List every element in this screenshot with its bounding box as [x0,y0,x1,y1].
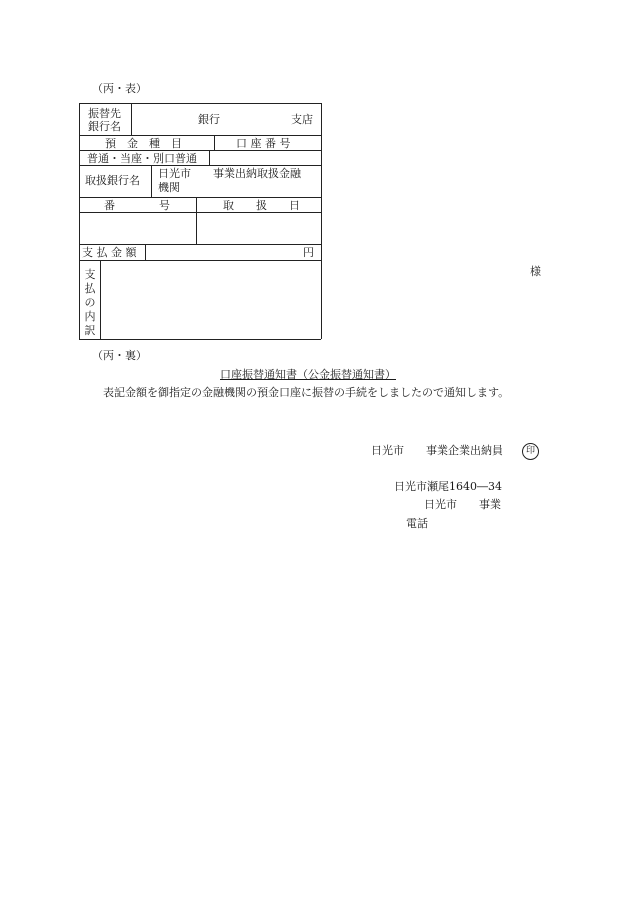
bank-name-header: 振替先 銀行名 [88,107,121,133]
deposit-type-options: 普通・当座・別口普通 [87,152,197,165]
deposit-type-header: 預 金 種 目 [105,137,182,150]
divider-bank-label [131,103,132,135]
front-side-label: （丙・表） [92,82,147,95]
seal-mark: 印 [522,443,539,460]
rule-6 [79,244,321,245]
rule-4 [79,197,321,198]
phone-label: 電話 [406,517,428,530]
divider-number-date [196,197,197,244]
handling-bank-header: 取扱銀行名 [85,174,140,187]
issuer-address: 日光市瀬尾1640―34 [394,480,502,493]
rule-7 [79,260,321,261]
rule-1 [79,135,321,136]
handling-bank-value-line1: 日光市 事業出納取扱金融 [158,167,301,180]
rule-5 [79,212,321,213]
handling-bank-value-line2: 機関 [158,181,180,194]
notice-body: 表記金額を御指定の金融機関の預金口座に振替の手続をしましたので通知します。 [103,386,510,399]
form-border-right [321,103,322,339]
number-header: 番 号 [104,199,170,212]
branch-suffix: 支店 [291,113,313,126]
issuer-department: 日光市 事業 [424,498,501,511]
yen-unit: 円 [303,246,314,259]
payment-form-table [79,103,321,339]
back-side-label: （丙・裏） [92,349,147,362]
account-number-header: 口 座 番 号 [236,137,291,150]
divider-deposit-types [209,150,210,165]
notice-title: 口座振替通知書（公金振替通知書） [220,368,396,381]
issuer-name: 日光市 事業企業出納員 [371,444,503,457]
bank-suffix: 銀行 [198,113,220,126]
divider-account [214,135,215,150]
honorific-sama: 様 [530,265,541,278]
handling-date-header: 取 扱 日 [223,199,300,212]
divider-handling-bank [151,165,152,197]
form-border-left [79,103,80,339]
divider-breakdown [100,260,101,339]
rule-3 [79,165,321,166]
payment-breakdown-header: 支払の内訳 [84,268,96,337]
rule-2 [79,150,321,151]
form-border-top [79,103,321,104]
payment-amount-header: 支 払 金 額 [82,246,137,259]
form-border-bottom [79,339,321,340]
divider-amount [145,244,146,260]
